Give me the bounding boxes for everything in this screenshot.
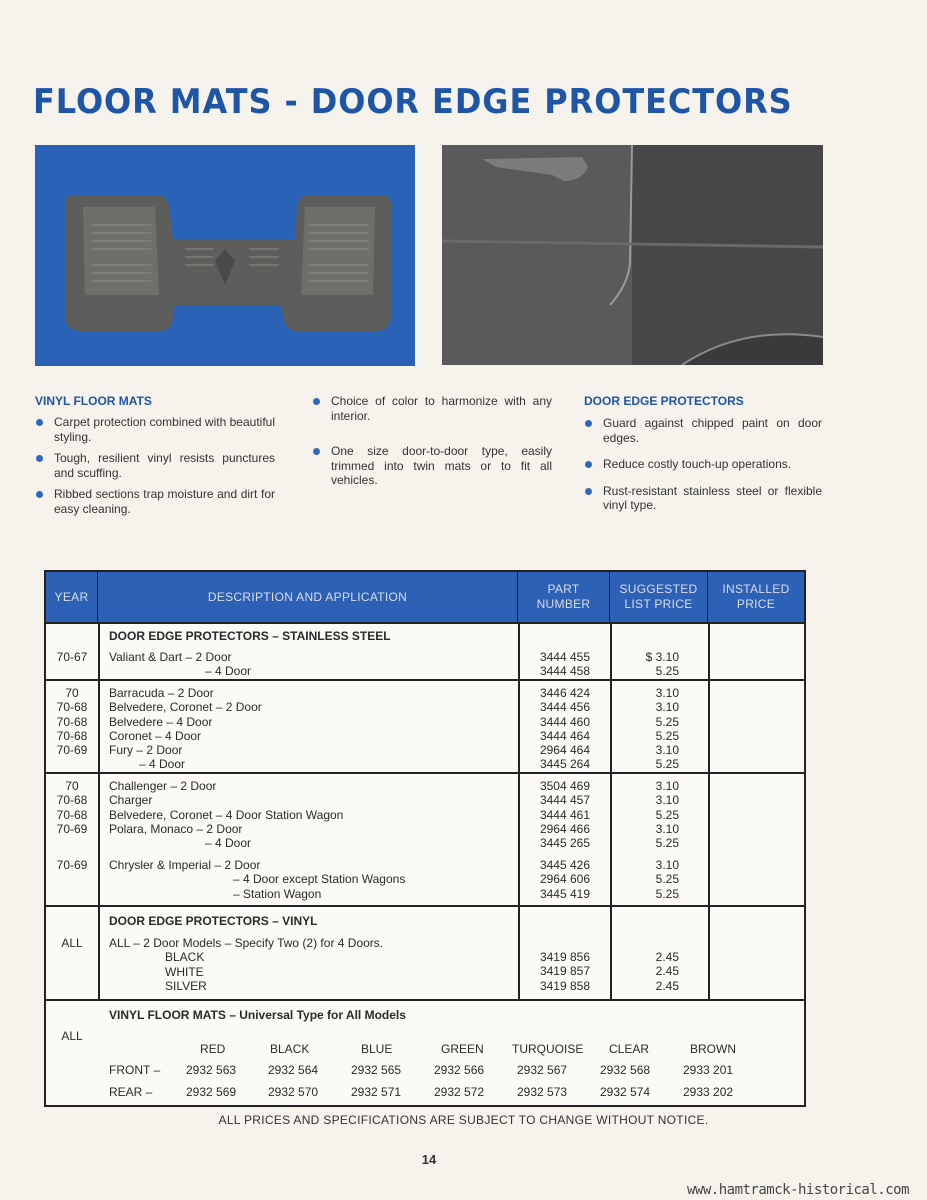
section-title-vinyl: DOOR EDGE PROTECTORS – VINYL: [109, 914, 318, 928]
mat-row-label: FRONT –: [109, 1063, 161, 1077]
table-cell-description: Challenger – 2 Door Charger Belvedere, Coronet – 4 Door Station Wagon Polara, Monaco – 2 Door – 4 Door: [109, 779, 344, 851]
mat-color: BLUE: [361, 1042, 393, 1056]
table-cell-part-number: 2932 564: [268, 1063, 319, 1077]
table-cell-part-number: 3419 856 3419 857 3419 858: [539, 950, 590, 993]
bullet-icon: [585, 420, 592, 427]
header-description: DESCRIPTION AND APPLICATION: [98, 572, 518, 622]
door-edge-protectors-bullets: [584, 416, 822, 520]
table-cell-part-number: 2932 567: [517, 1063, 568, 1077]
page-number: 14: [421, 1152, 437, 1167]
mat-color: GREEN: [441, 1042, 484, 1056]
table-cell-part-number: 2932 571: [351, 1085, 402, 1099]
mat-row-label: REAR –: [109, 1085, 153, 1099]
table-cell-part-number: 3446 424 3444 456 3444 460 3444 464 2964 464 3445 264: [539, 686, 590, 772]
table-cell-year: 70-67: [56, 650, 88, 664]
table-cell-part-number: 3444 455 3444 458: [539, 650, 590, 679]
table-cell-part-number: 2932 573: [517, 1085, 568, 1099]
bullet-icon: [585, 488, 592, 495]
door-edge-protectors-heading: DOOR EDGE PROTECTORS: [584, 394, 744, 408]
table-cell-description: ALL – 2 Door Models – Specify Two (2) for 4 Doors. BLACK WHITE SILVER: [109, 936, 384, 993]
table-cell-price: 3.10 3.10 5.25 3.10 5.25: [655, 779, 679, 851]
list-item: One size door-to-door type, easily trimmed into twin mats or to fit all vehicles.: [312, 444, 552, 488]
bullet-icon: [313, 398, 320, 405]
list-item: Choice of color to harmonize with any interior.: [312, 394, 552, 423]
list-item: Reduce costly touch-up operations.: [584, 457, 822, 472]
divider: [46, 772, 804, 774]
vinyl-floor-mats-heading: VINYL FLOOR MATS: [35, 394, 152, 408]
table-cell-part-number: 2932 563: [186, 1063, 237, 1077]
table-cell-description: Valiant & Dart – 2 Door – 4 Door: [109, 650, 252, 679]
header-year: YEAR: [46, 572, 98, 622]
table-cell-part-number: 2932 572: [434, 1085, 485, 1099]
list-item: Ribbed sections trap moisture and dirt for easy cleaning.: [35, 487, 275, 516]
table-cell-part-number: 2932 569: [186, 1085, 237, 1099]
table-cell-price: 3.10 3.10 5.25 5.25 3.10 5.25: [655, 686, 679, 772]
mat-color: BLACK: [270, 1042, 310, 1056]
table-cell-part-number: 2932 570: [268, 1085, 319, 1099]
table-cell-price: $ 3.10 5.25: [645, 650, 679, 679]
list-item: Tough, resilient vinyl resists punctures and scuffing.: [35, 451, 275, 480]
floor-mat-photo: [35, 145, 415, 366]
header-installed-price: INSTALLED PRICE: [722, 582, 790, 611]
list-item: Carpet protection combined with beautiful styling.: [35, 415, 275, 444]
bullet-icon: [313, 448, 320, 455]
watermark-text: www.hamtramck-historical.com: [687, 1182, 910, 1198]
bullet-icon: [36, 455, 43, 462]
table-cell-part-number: 2933 201: [683, 1063, 734, 1077]
footnote: ALL PRICES AND SPECIFICATIONS ARE SUBJECT TO CHANGE WITHOUT NOTICE.: [218, 1113, 709, 1127]
table-header: [46, 572, 804, 624]
mat-color: BROWN: [690, 1042, 736, 1056]
table-cell-part-number: 2932 574: [600, 1085, 651, 1099]
table-cell-year: ALL: [61, 936, 83, 950]
list-item: Guard against chipped paint on door edges.: [584, 416, 822, 445]
divider: [46, 905, 804, 907]
middle-bullets: [312, 394, 552, 495]
table-cell-year: ALL: [61, 1029, 83, 1043]
table-cell-part-number: 3504 469 3444 457 3444 461 2964 466 3445 265: [539, 779, 590, 851]
table-cell-year: 70 70-68 70-68 70-69: [56, 779, 88, 836]
vinyl-floor-mats-bullets: [35, 415, 275, 523]
list-item: Rust-resistant stainless steel or flexible vinyl type.: [584, 484, 822, 513]
door-edge-photo: [442, 145, 823, 365]
divider: [46, 999, 804, 1001]
bullet-icon: [585, 461, 592, 468]
mat-color: RED: [200, 1042, 226, 1056]
table-cell-part-number: 3445 426 2964 606 3445 419: [539, 858, 590, 901]
table-cell-part-number: 2932 566: [434, 1063, 485, 1077]
mat-color: CLEAR: [609, 1042, 650, 1056]
section-title-stainless: DOOR EDGE PROTECTORS – STAINLESS STEEL: [109, 629, 391, 643]
page-title: FLOOR MATS - DOOR EDGE PROTECTORS: [33, 82, 793, 122]
table-cell-part-number: 2932 568: [600, 1063, 651, 1077]
header-list-price: SUGGESTED LIST PRICE: [610, 572, 708, 622]
section-title-floor-mats: VINYL FLOOR MATS – Universal Type for All Models: [109, 1008, 406, 1022]
table-cell-part-number: 2933 202: [683, 1085, 734, 1099]
table-cell-part-number: 2932 565: [351, 1063, 402, 1077]
table-cell-price: 2.45 2.45 2.45: [655, 950, 679, 993]
divider: [46, 679, 804, 681]
header-part-number: PART NUMBER: [518, 572, 610, 622]
bullet-icon: [36, 419, 43, 426]
mat-color: TURQUOISE: [512, 1042, 584, 1056]
table-cell-description: Barracuda – 2 Door Belvedere, Coronet – 2 Door Belvedere – 4 Door Coronet – 4 Door Fury – 2 Door – 4 Door: [109, 686, 262, 772]
bullet-icon: [36, 491, 43, 498]
table-cell-description: Chrysler & Imperial – 2 Door – 4 Door except Station Wagons – Station Wagon: [109, 858, 406, 901]
price-table: [44, 570, 806, 1107]
table-cell-year: 70-69: [56, 858, 88, 872]
table-cell-price: 3.10 5.25 5.25: [655, 858, 679, 901]
table-cell-year: 70 70-68 70-68 70-68 70-69: [56, 686, 88, 758]
